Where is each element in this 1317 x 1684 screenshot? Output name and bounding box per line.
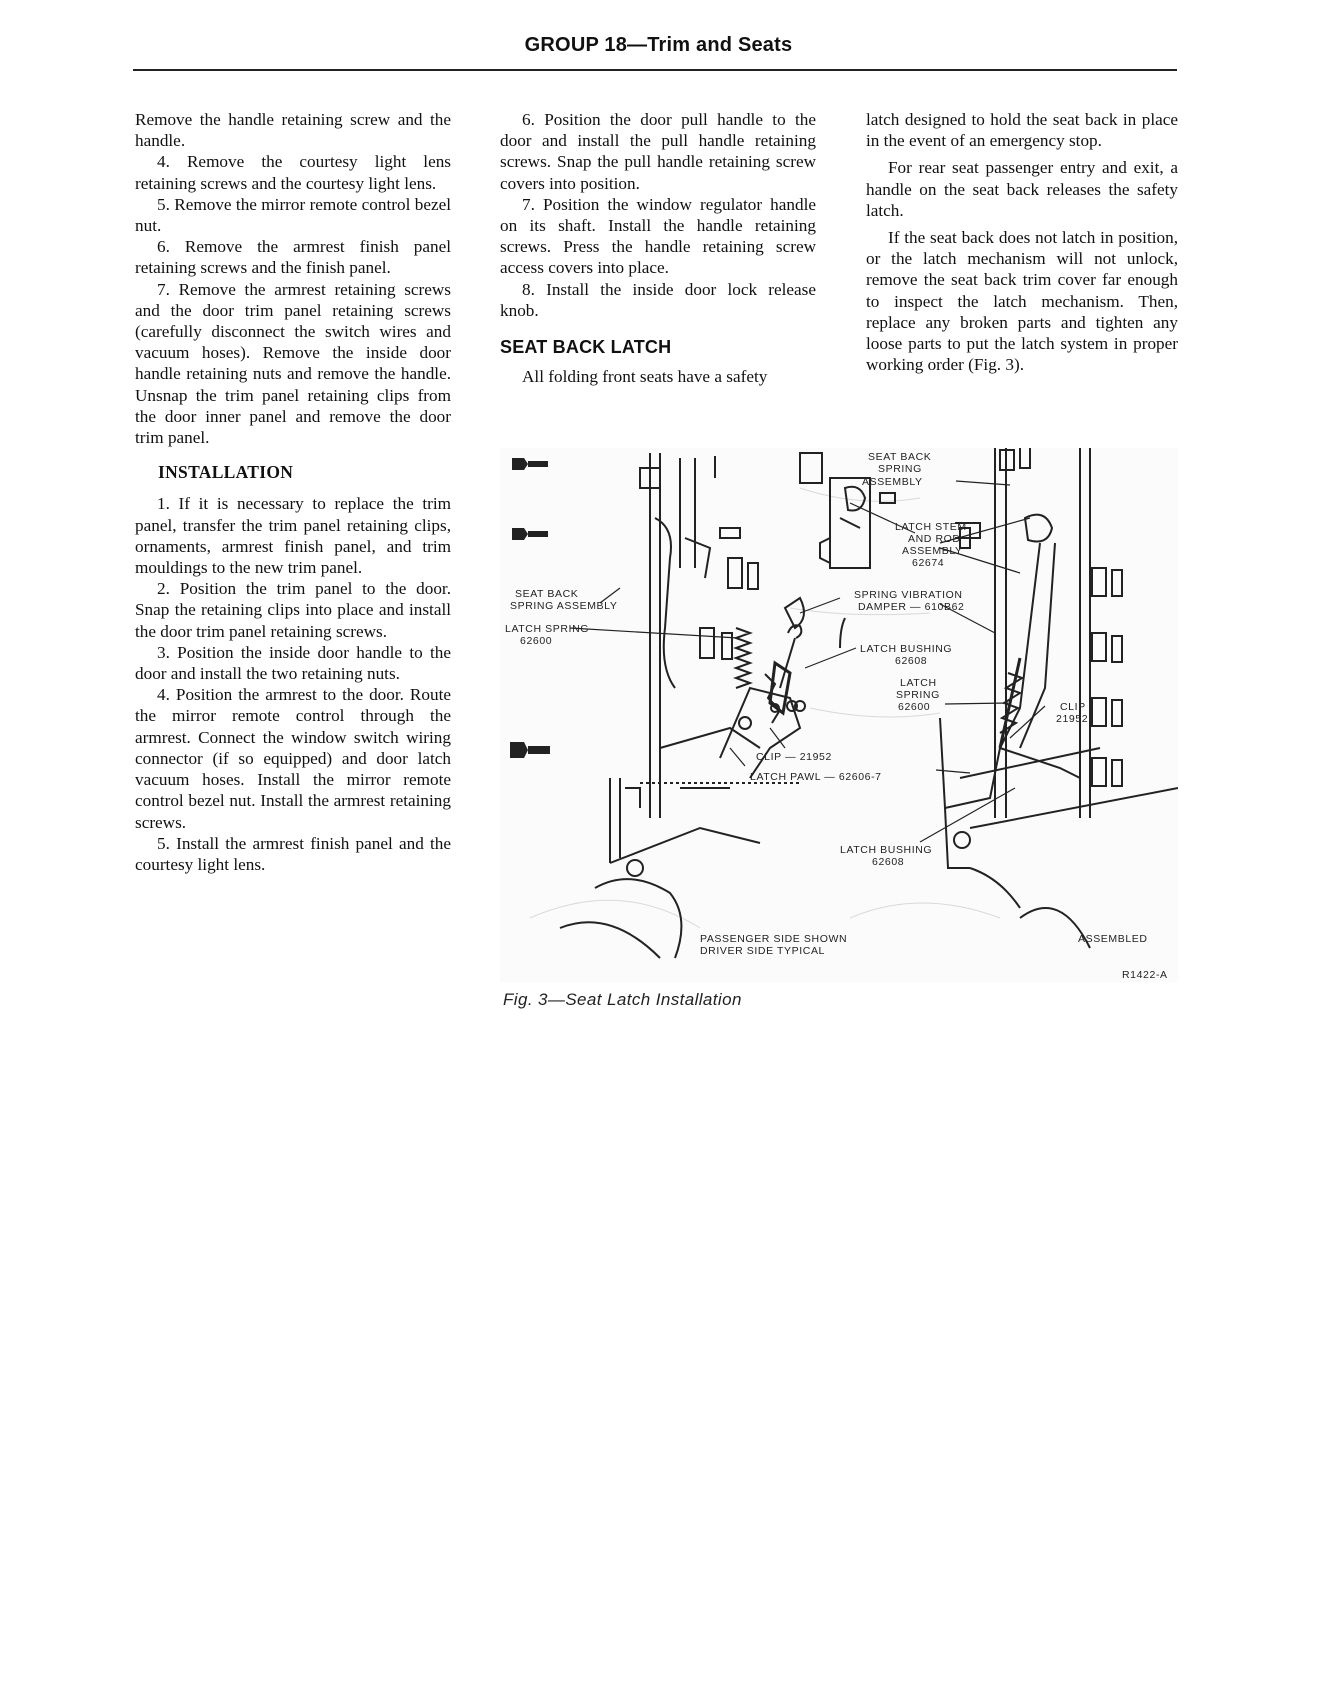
- step-item: 6. Position the door pull handle to the door and install the pull handle retaining screws. Snap the pull handle retaining screw covers into position.: [500, 110, 816, 193]
- step-item: 6. Remove the armrest finish panel retaining screws and the finish panel.: [135, 237, 451, 278]
- paragraph: All folding front seats have a safety: [522, 367, 768, 387]
- figure-label: R1422-A: [1122, 969, 1168, 981]
- figure-label: LATCH BUSHING: [840, 844, 933, 856]
- figure-label: LATCH: [900, 677, 937, 689]
- seat-latch-illustration: [500, 448, 1178, 982]
- figure-label: SPRING: [896, 689, 940, 701]
- paragraph: latch designed to hold the seat back in place in the event of an emergency stop.: [866, 110, 1178, 151]
- paragraph: Remove the handle retaining screw and the handle.: [135, 110, 451, 151]
- figure-label: LATCH SPRING: [505, 623, 590, 635]
- figure-label: 62600: [898, 701, 931, 713]
- figure-label: SEAT BACK: [515, 588, 579, 600]
- figure-label: DAMPER — 610B62: [858, 601, 965, 613]
- step-item: 2. Position the trim panel to the door. Snap the retaining clips into place and install the door trim panel retaining screws.: [135, 579, 451, 641]
- step-item: 7. Remove the armrest retaining screws and the door trim panel retaining screws (carefully disconnect the switch wires and vacuum hoses). Remove the inside door handle retaining nuts and remove the handle. Unsnap the trim panel retaining clips from the door inner panel and remove the door trim panel.: [135, 279, 451, 448]
- figure-label: CLIP — 21952: [756, 751, 832, 763]
- step-item: 5. Remove the mirror remote control bezel nut.: [135, 194, 451, 236]
- figure-label: LATCH BUSHING: [860, 643, 953, 655]
- figure-label: 62600: [520, 635, 553, 647]
- figure-label: 62608: [872, 856, 905, 868]
- column-2: [500, 109, 816, 387]
- column-3: [866, 109, 1178, 375]
- figure-label: SEAT BACK: [868, 451, 932, 463]
- step-item: 1. If it is necessary to replace the trim panel, transfer the trim panel retaining clips, ornaments, armrest finish panel, and trim mouldings to the new trim panel.: [135, 494, 451, 578]
- step-item: 7. Position the window regulator handle on its shaft. Install the handle retaining screws. Press the handle retaining screw access covers into place.: [500, 194, 816, 278]
- seat-latch-figure: [500, 448, 1178, 982]
- installation-heading: INSTALLATION: [158, 462, 294, 483]
- step-item: 8. Install the inside door lock release knob.: [500, 279, 816, 320]
- figure-label: SPRING ASSEMBLY: [510, 600, 618, 612]
- step-item: 3. Position the inside door handle to the door and install the two retaining nuts.: [135, 642, 451, 684]
- step-item: 4. Remove the courtesy light lens retaining screws and the courtesy light lens.: [135, 152, 451, 193]
- figure-label: ASSEMBLY: [902, 545, 963, 557]
- figure-label: PASSENGER SIDE SHOWN: [700, 933, 848, 945]
- figure-label: DRIVER SIDE TYPICAL: [700, 945, 825, 957]
- paragraph: For rear seat passenger entry and exit, a handle on the seat back releases the safety latch.: [866, 158, 1178, 220]
- paragraph: If the seat back does not latch in position, or the latch mechanism will not unlock, remove the seat back trim cover far enough to inspect the latch mechanism. Then, replace any broken parts and tighten any loose parts to put the latch system in proper working order (Fig. 3).: [866, 228, 1178, 375]
- figure-label: CLIP: [1060, 701, 1086, 713]
- page-header: GROUP 18—Trim and Seats: [524, 34, 793, 56]
- figure-label: 62674: [912, 557, 945, 569]
- figure-label: ASSEMBLY: [862, 476, 923, 488]
- figure-label: 62608: [895, 655, 928, 667]
- figure-caption: Fig. 3—Seat Latch Installation: [503, 990, 742, 1009]
- figure-label: SPRING: [878, 463, 922, 475]
- figure-label: LATCH STEM: [895, 521, 967, 533]
- step-item: 5. Install the armrest finish panel and the courtesy light lens.: [135, 833, 451, 874]
- figure-label: SPRING VIBRATION: [854, 589, 963, 601]
- header-rule: [133, 69, 1177, 71]
- figure-label: ASSEMBLED: [1078, 933, 1148, 945]
- section-heading: SEAT BACK LATCH: [500, 337, 672, 358]
- column-1: [135, 109, 451, 875]
- figure-label: LATCH PAWL — 62606-7: [750, 771, 882, 783]
- figure-label: 21952: [1056, 713, 1089, 725]
- figure-label: AND ROD: [908, 533, 961, 545]
- step-item: 4. Position the armrest to the door. Route the mirror remote control through the armrest. Connect the window switch wiring connector (if so equipped) and door latch vacuum hoses. Install the mirror remote control bezel nut. Install the armrest retaining screws.: [135, 685, 451, 832]
